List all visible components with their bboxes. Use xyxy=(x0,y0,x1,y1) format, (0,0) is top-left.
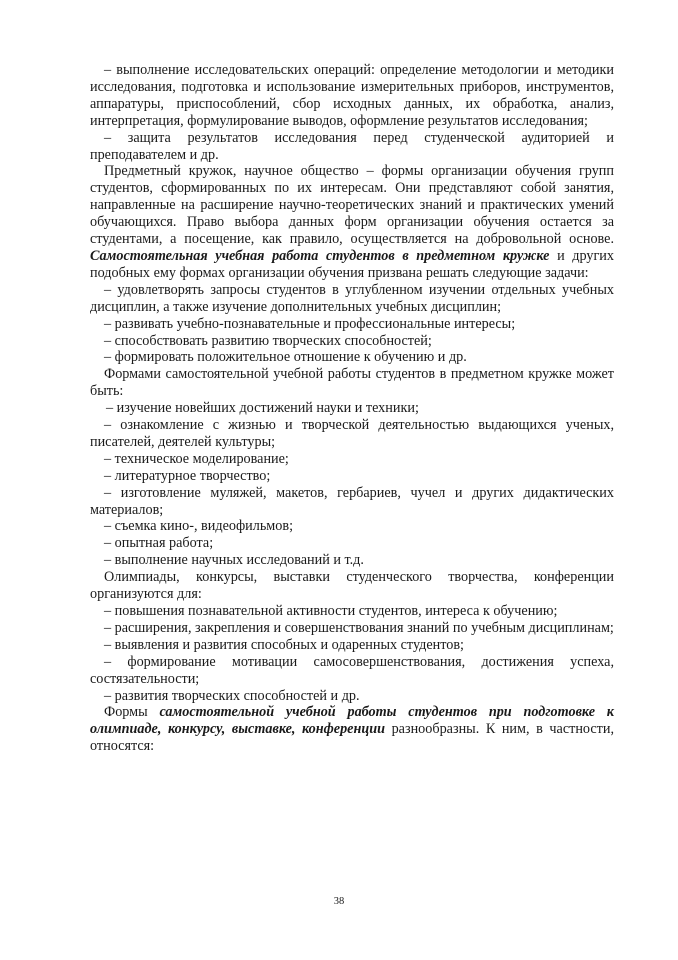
list-item: – развития творческих способностей и др. xyxy=(104,687,360,704)
page-body xyxy=(90,62,614,755)
paragraph-text: разнообразны. К ним, в частности, относятся: xyxy=(90,721,614,755)
list-item: – способствовать развитию творческих способностей; xyxy=(104,332,432,349)
list-item: – изучение новейших достижений науки и техники; xyxy=(106,400,419,417)
list-item: – защита результатов исследования перед студенческой аудиторией и преподавателем и др. xyxy=(90,129,614,163)
list-item: – съемка кино-, видеофильмов; xyxy=(104,518,294,535)
paragraph xyxy=(90,163,614,281)
list-item: – удовлетворять запросы студентов в углубленном изучении отдельных учебных дисциплин, а также изучение дополнительных учебных дисциплин; xyxy=(90,281,614,315)
list-item: – выполнение научных исследований и т.д. xyxy=(104,552,364,569)
list-item: – повышения познавательной активности студентов, интереса к обучению; xyxy=(104,603,558,619)
list-item: – расширения, закрепления и совершенствования знаний по учебным дисциплинам; xyxy=(104,619,614,636)
list-item: – ознакомление с жизнью и творческой деятельностью выдающихся ученых, писателей, деятелей культуры; xyxy=(90,417,614,450)
paragraph-text: Формы xyxy=(104,704,160,721)
list-item: – формировать положительное отношение к обучению и др. xyxy=(104,349,467,366)
paragraph: Олимпиады, конкурсы, выставки студенческого творчества, конференции организуются для: xyxy=(90,569,614,603)
emphasis-text: Самостоятельная учебная работа студентов в предметном кружке xyxy=(90,247,550,264)
list-item: – выявления и развития способных и одаренных студентов; xyxy=(104,636,464,653)
list-item: – развивать учебно-познавательные и профессиональные интересы; xyxy=(104,315,516,332)
list-item: – литературное творчество; xyxy=(104,467,271,484)
list-item: – выполнение исследовательских операций: определение методологии и методики исследования, подготовка и использование измерительных приборов, инструментов, аппаратуры, приспособлений, сбор исходных данных, их обработка, анализ, интерпретация, формулирование выводов, оформление результатов исследования; xyxy=(90,62,614,129)
list-item: – техническое моделирование; xyxy=(104,450,289,467)
page-number: 38 xyxy=(333,896,345,907)
paragraph xyxy=(90,704,614,755)
emphasis-text: самостоятельной учебной работы студентов при подготовке к олимпиаде, конкурсу, выставке, конференции xyxy=(90,704,614,738)
paragraph-text: и других подобных ему формах организации обучения призвана решать следующие задачи: xyxy=(90,247,614,281)
list-item: – изготовление муляжей, макетов, гербариев, чучел и других дидактических материалов; xyxy=(90,484,614,518)
list-item: – опытная работа; xyxy=(104,535,214,552)
paragraph-text: Предметный кружок, научное общество – формы организации обучения групп студентов, сформированных по их интересам. Они представляют собой занятия, направленные на расширение научно-теоретических знаний и практических умений обучающихся. Право выбора данных форм организации обучения остается за студентами, а посещение, как правило, осуществляется на добровольной основе. xyxy=(90,163,614,248)
list-item: – формирование мотивации самосовершенствования, достижения успеха, состязательности; xyxy=(90,653,614,687)
paragraph: Формами самостоятельной учебной работы студентов в предметном кружке может быть: xyxy=(90,366,614,400)
